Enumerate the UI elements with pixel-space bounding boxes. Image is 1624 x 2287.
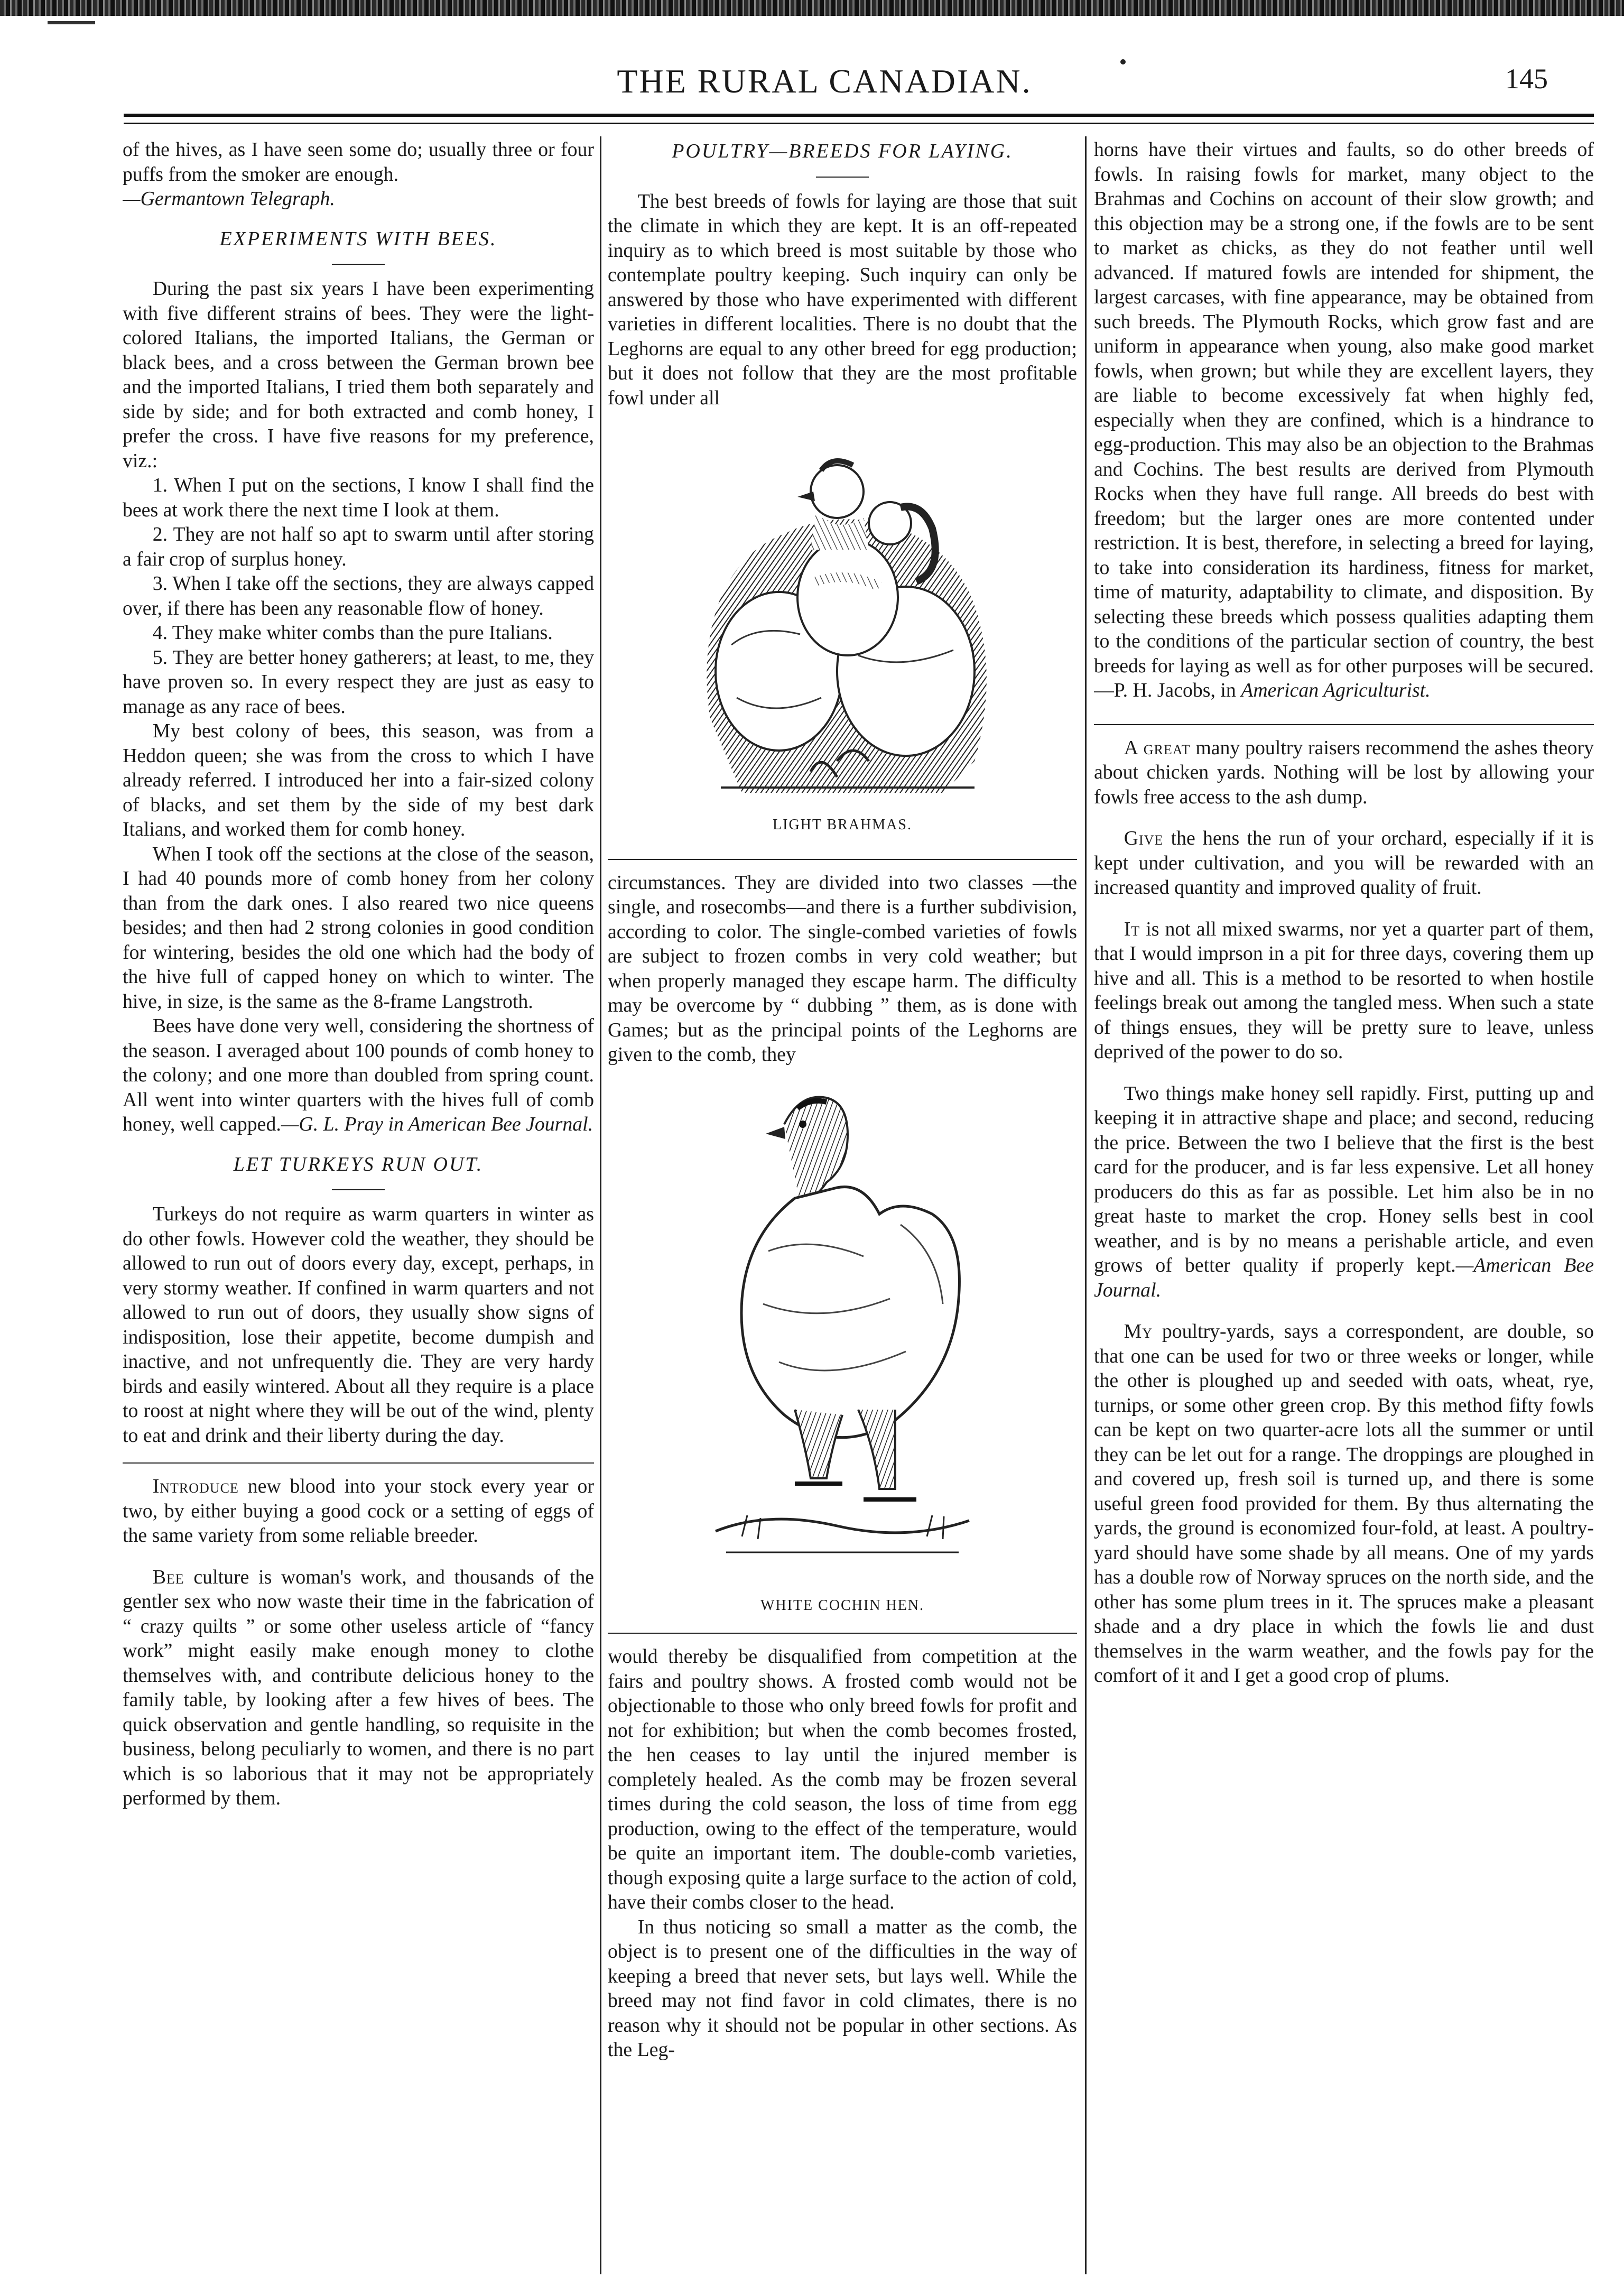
experiments-p3: When I took off the sections at the close of the season, I had 40 pounds more of comb honey from her colony than from the dark ones. I also reared two nice queens besides; and then had 2 strong colonies in good condition for wintering, besides the old one which had the body of the hive full of capped honey on which to winter. The hive, in size, is the same as the 8-frame Langstroth. [123,842,594,1013]
bee-lead: Bee [152,1566,184,1588]
honey-source: —American Bee Journal. [1094,1254,1594,1301]
reason-1: 1. When I put on the sections, I know I shall find the bees at work there the next time I look at them. [123,474,594,521]
brahmas-engraving-icon [679,423,1006,803]
bee-text: culture is woman's work, and thousands of the gentler sex who now waste their time in the fabrication of “ crazy quilts ” or some other useless article of “fancy work” might easily make enough money to clothe themselves with, and contribute delicious honey to the family table, by looking after a few hives of bees. The quick observation and gentle handling, so requisite in the business, belong peculiarly to women, and there is no part which is so laborious that it may not be appropriately performed by them. [123,1566,594,1810]
poultry-yards-paragraph [1094,1319,1594,1688]
poultry-p1: The best breeds of fowls for laying are those that suit the climate in which they are kept. It is an off-repeated inquiry as to which breed is most suitable by those who contemplate poultry keeping. Such inquiry can only be answered by those who have experimented with different varieties in different localities. There is no doubt that the Leghorns are equal to any other breed for egg production; but it does not follow that they are the most profitable fowl under all [608,190,1077,409]
caption-white-cochin-hen: WHITE COCHIN HEN. [760,1597,925,1614]
poultry-p3: would thereby be disqualified from competition at the fairs and poultry shows. A frosted comb would not be objectionable to those who only breed fowls for profit and not for exhibition; but when the comb becomes frosted, the hen ceases to lay until the injured member is completely healed. As the comb may be frozen several times during the cold season, the loss of time from egg production, owing to the effect of the temperature, would be quite an important item. The double-comb varieties, though exposing quite a large surface to the action of cold, have their combs closer to the head. [608,1645,1077,1914]
turkeys-heading: LET TURKEYS RUN OUT. [233,1153,484,1175]
breeds-text: horns have their virtues and faults, so do other breeds of fowls. In raising fowls for market, many object to the Brahmas and Cochins on account of their slow growth; and this objection may be a strong one, if the fowls are to be sent to market as chicks, as they do not feather until well advanced. If matured fowls are intended for shipment, the largest carcases, with fine appearance, may be obtained from such breeds. The Plymouth Rocks, which grow fast and are uniform in appearance when young, also make good market fowls, when grown; but while they are excellent layers, they are liable to become excessively fat when highly fed, especially when they are confined, which is a hindrance to egg-production. This may also be an objection to the Brahmas and Cochins. The best results are derived from Plymouth Rocks when they have full range. All breeds do best with freedom; but the larger ones are more contented under restriction. It is best, therefore, in selecting a breed for laying, to take into consideration its hardiness, fitness for market, time of maturity, adaptability to climate, and disposition. By selecting these breeds which possess qualities adapting them to the conditions of the particular section of country, the best breeds for laying as well as for other purposes will be secured.—P. H. Jacobs, in [1094,138,1594,701]
poultry-p4: In thus noticing so small a matter as the comb, the object is to present one of the difficulties in the way of keeping a breed that never sets, but lays well. While the breed may not find favor in cold climates, there is no reason why it should not be popular in other sections. As the Leg- [608,1915,1077,2061]
experiments-p4-source: —G. L. Pray in American Bee Journal. [281,1113,593,1136]
column-1 [123,137,594,2275]
heading-dash [332,1189,385,1190]
figure-separator [608,859,1077,860]
masthead-title: THE RURAL CANADIAN. [617,62,1032,100]
experiments-p2: My best colony of bees, this season, was from a Heddon queen; she was from the cross to which I have already referred. I introduced her into a fair-sized colony of blacks, and set them by the side of my best dark Italians, and worked them for comb honey. [123,720,594,841]
ashes-text: many poultry raisers recommend the ashes theory about chicken yards. Nothing will be lost by allowing your fowls free access to the ash dump. [1094,736,1594,808]
swarms-paragraph [1094,917,1594,1064]
header-rule-thin [124,123,1594,124]
reason-5: 5. They are better honey gatherers; at least, to me, they have proven so. In every respect they are just as easy to manage as any race of bees. [123,646,594,718]
swarm-lead: It [1124,918,1140,940]
give-text: the hens the run of your orchard, especially if it is kept under cultivation, and you will be rewarded with an increased quantity and improved quality of fruit. [1094,827,1594,899]
cochin-illustration [705,1077,980,1584]
intro-source: —Germantown Telegraph. [123,188,335,210]
honey-paragraph [1094,1081,1594,1303]
poultry-p2: circumstances. They are divided into two classes —the single, and rosecombs—and there is a further subdivision, according to color. The single-combed varieties of fowls are subject to frozen combs in very cold weather; but when properly managed they escape harm. The difficulty may be overcome by “ dubbing ” them, as is done with Games; but as the principal points of the Leghorns are given to the comb, they [608,871,1077,1066]
honey-text: Two things make honey sell rapidly. First, putting up and keeping it in attractive shape and place; and second, reducing the price. Between the two I believe that the first is the best card for the producer, and is far less expensive. Let all honey producers do this as far as possible. Let him also be in no great haste to market the crop. Honey sells best in cool weather, and is by no means a perishable article, and even grows of better quality if properly kept. [1094,1082,1594,1276]
bee-culture-paragraph [123,1565,594,1811]
give-lead: Give [1124,827,1164,849]
page-number: 145 [1505,63,1548,95]
column-divider-1 [600,136,601,2274]
reason-3: 3. When I take off the sections, they are always capped over, if there has been any reasonable flow of honey. [123,572,594,619]
breeds-continued [1094,137,1594,703]
experiments-p4 [123,1014,594,1137]
top-scan-band [0,0,1624,16]
ashes-paragraph [1094,736,1594,810]
reason-4: 4. They make whiter combs than the pure Italians. [152,622,553,644]
section-separator [1094,724,1594,725]
header-rule-thick [124,114,1594,117]
scan-mark [48,21,95,24]
yards-text: poultry-yards, says a correspondent, are double, so that one can be used for two or three weeks or longer, while the other is ploughed up and seeded with oats, wheat, rye, turnips, or some other green crop. By this method fifty fowls can be kept on two quarter-acre lots all the summer or until they can be let out for a range. The droppings are ploughed in and covered up, fresh soil is turned up, and there is some useful green food provided for them. By thus alternating the yards, the ground is economized four-fold, at least. A poultry-yard should have some shade by all means. One of my yards has a double row of Norway spruces on the north side, and the other has some plum trees in it. The spruces make a pleasant shade and a dry place in which the fowls lie and dust themselves in the warm weather, and the fowls pay for the comfort of it and I get a good crop of plums. [1094,1320,1594,1687]
ashes-lead: A great [1124,736,1191,759]
figure-separator [608,1633,1077,1634]
experiments-heading: EXPERIMENTS WITH BEES. [219,227,497,250]
caption-light-brahmas: LIGHT BRAHMAS. [773,817,912,834]
swarm-text: is not all mixed swarms, nor yet a quarter part of them, that I would imprson in a pit for three days, covering them up hive and all. This is a method to be resorted to when hostile feelings break out among the tangled mess. When such a state of things ensues, they will be pretty sure to leave, unless deprived of the power to do so. [1094,918,1594,1063]
experiments-p1: During the past six years I have been experimenting with five different strains of bees. They were the light-colored Italians, the imported Italians, the German or black bees, and a cross between the German brown bee and the imported Italians, I tried them both separately and side by side; and for both extracted and comb honey, I prefer the cross. I have five reasons for my preference, viz.: [123,277,594,472]
poultry-heading: POULTRY—BREEDS FOR LAYING. [672,140,1013,162]
intro-paragraph: of the hives, as I have seen some do; usually three or four puffs from the smoker are enough. [123,138,594,186]
reason-2: 2. They are not half so apt to swarm until after storing a fair crop of surplus honey. [123,523,594,570]
column-2 [608,137,1077,2275]
orchard-paragraph [1094,826,1594,900]
heading-dash [816,177,869,178]
cochin-hen-engraving-icon [705,1077,980,1584]
section-separator [123,1462,594,1464]
introduce-lead: Introduce [152,1475,239,1498]
ink-dot [1120,59,1126,64]
brahmas-illustration [679,423,1006,803]
yards-lead: My [1124,1320,1153,1342]
introduce-text: new blood into your stock every year or two, by either buying a good cock or a setting of eggs of the same variety from some reliable breeder. [123,1475,594,1547]
experiments-p4-text: Bees have done very well, considering the shortness of the season. I averaged about 100 pounds of comb honey to the colony; and one more than doubled from spring count. All went into winter quarters with the hives full of comb honey, well capped. [123,1015,594,1136]
heading-dash [332,264,385,265]
column-divider-2 [1085,136,1087,2274]
introduce-paragraph [123,1474,594,1548]
breeds-source: American Agriculturist. [1241,679,1431,701]
turkeys-p1: Turkeys do not require as warm quarters in winter as do other fowls. However cold the weather, they should be allowed to run out of doors every day, except, perhaps, in very stormy weather. If confined in warm quarters and not allowed to run out of doors, they usually show signs of indisposition, lose their appetite, become dumpish and inactive, and not unfrequently die. They are very hardy birds and easily wintered. About all they require is a place to roost at night where they will be out of the wind, plenty to eat and drink and their liberty during the day. [123,1203,594,1447]
column-3 [1094,137,1594,2275]
